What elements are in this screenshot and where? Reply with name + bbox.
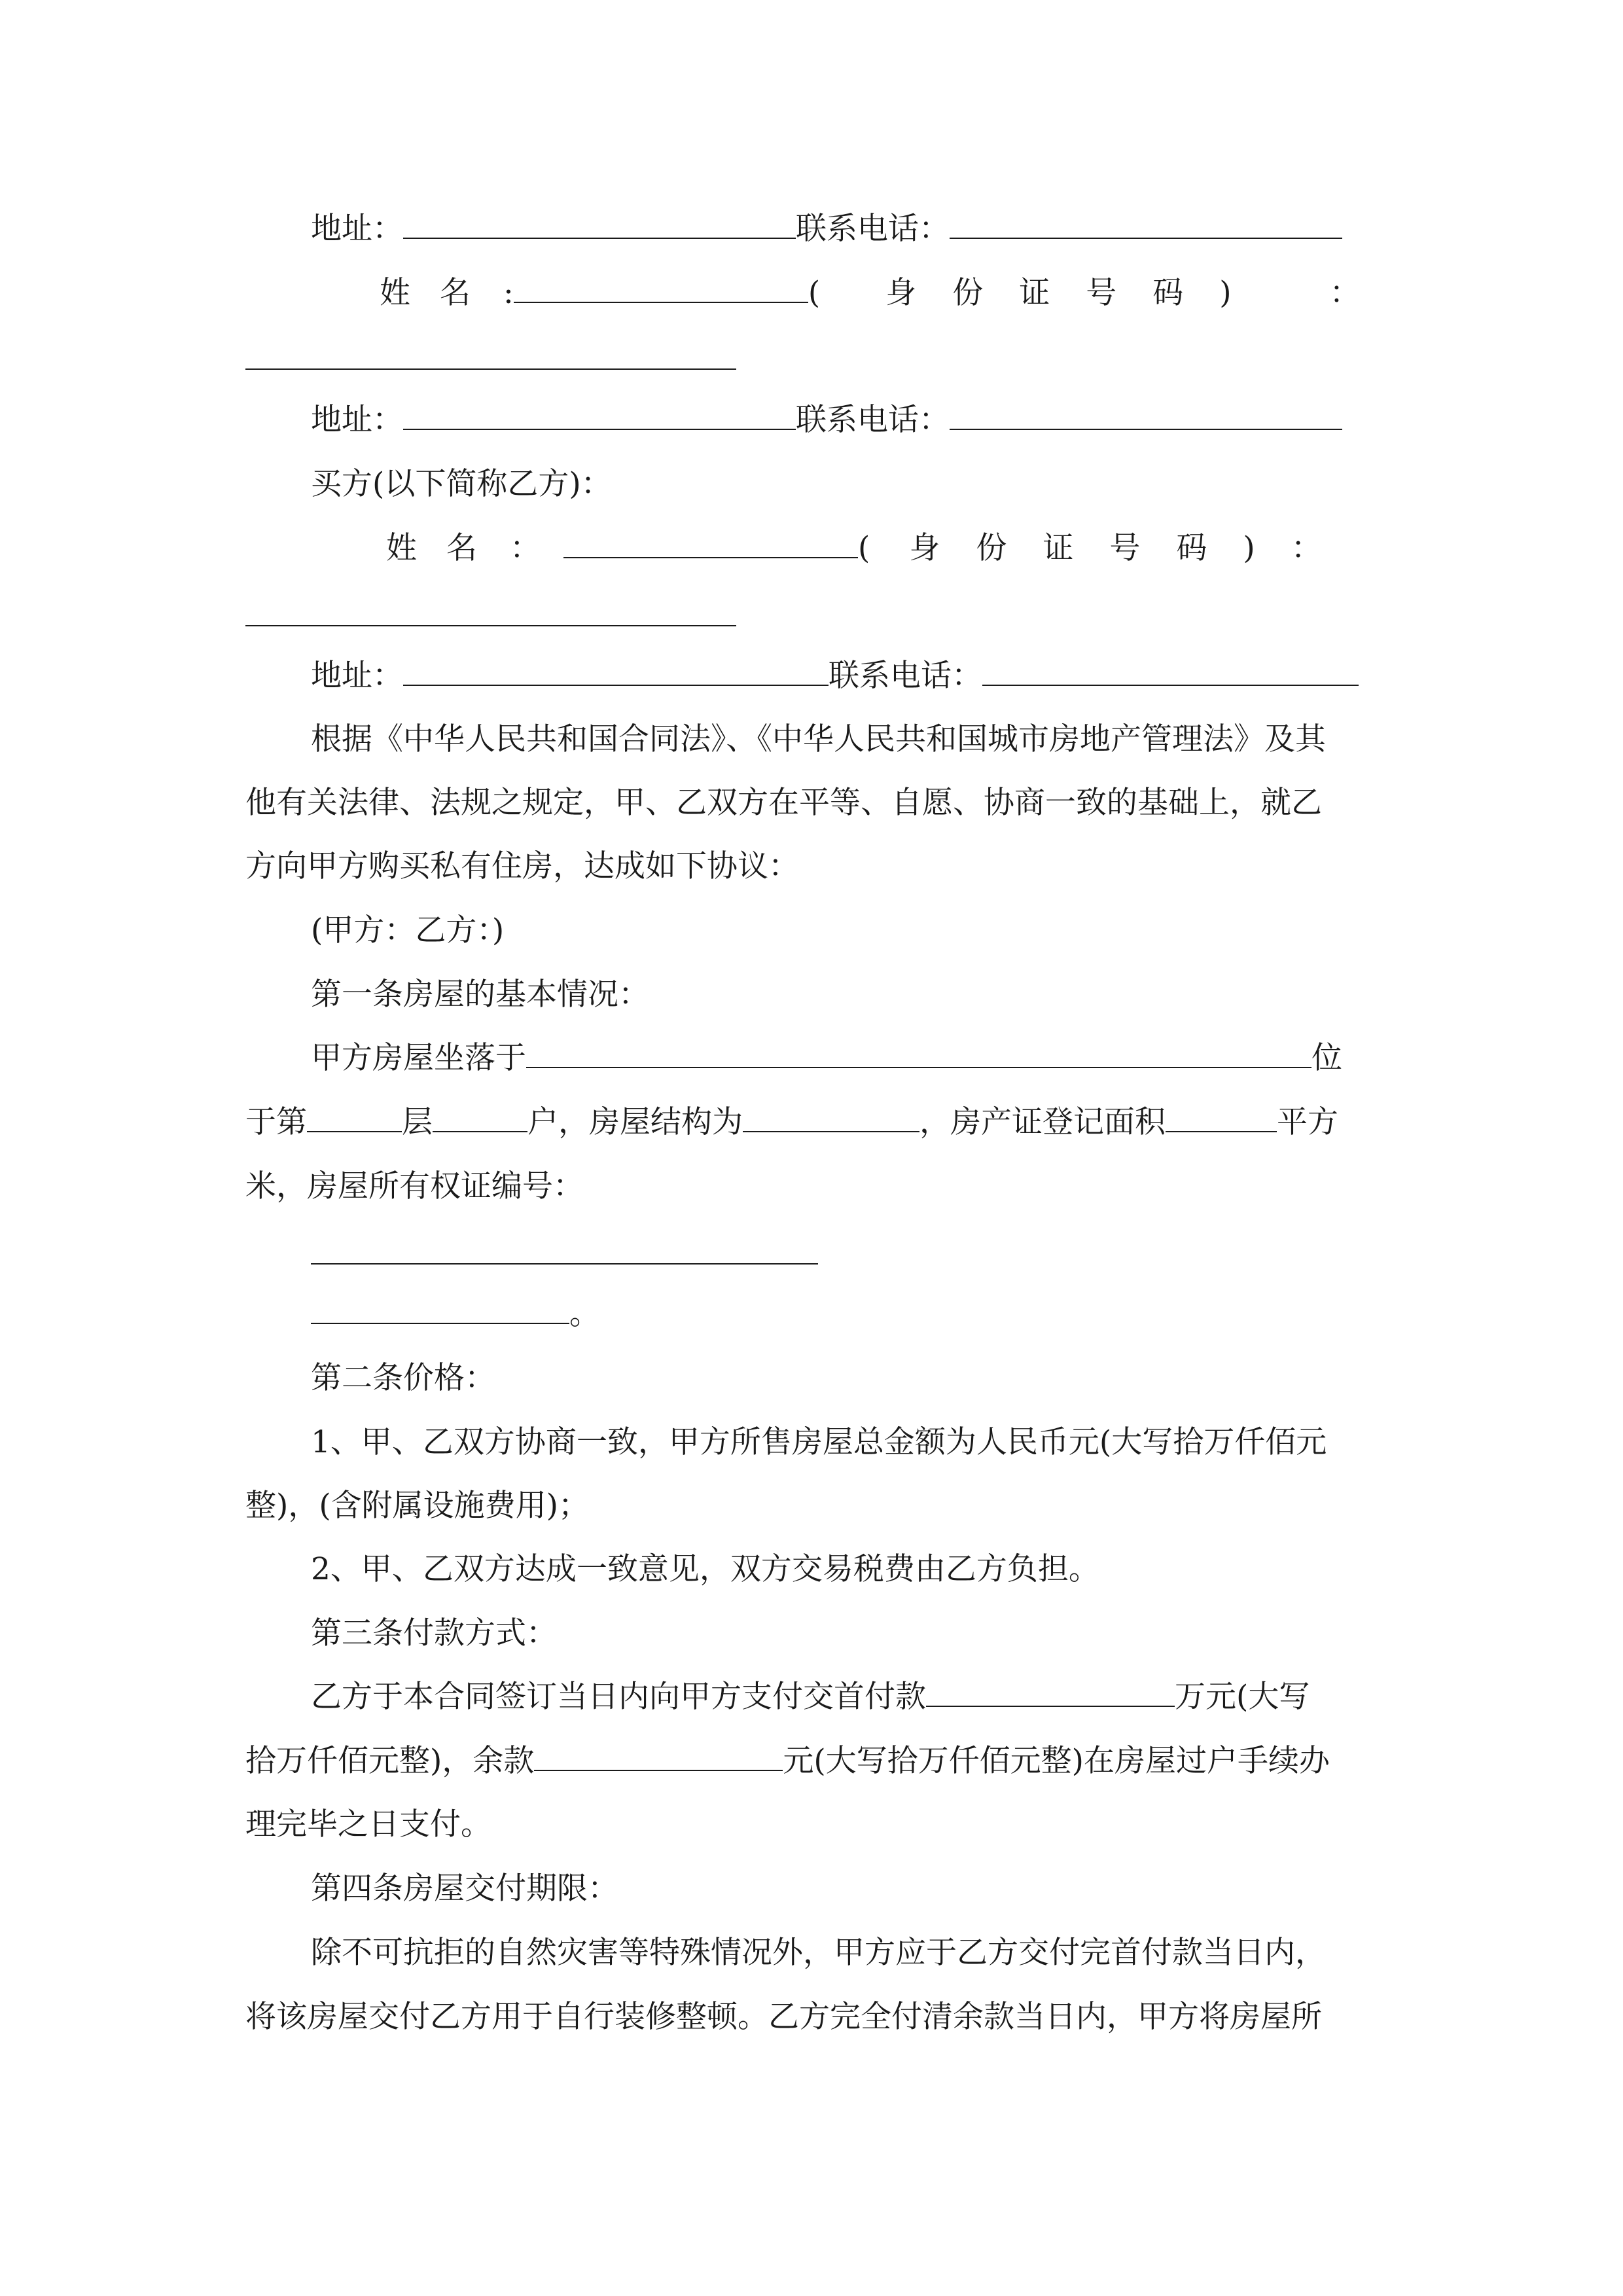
seller-name-blank[interactable] bbox=[514, 276, 808, 303]
seller-id-close: ) bbox=[1219, 275, 1232, 311]
seller-name-row bbox=[380, 274, 1361, 313]
area-blank[interactable] bbox=[1166, 1105, 1277, 1132]
seller-name-label-1: 姓 bbox=[380, 275, 410, 311]
article1-floor-suffix: 层 bbox=[402, 1104, 433, 1140]
buyer-name-label-2: 名 bbox=[446, 530, 477, 566]
buyer-address-label: 地址： bbox=[311, 658, 403, 694]
article1-structure-label: 户，房屋结构为 bbox=[527, 1104, 743, 1140]
seller-phone-blank[interactable] bbox=[950, 211, 1342, 239]
seller-address-row bbox=[311, 209, 1342, 249]
down-payment-unit: 万元(大写 bbox=[1175, 1679, 1310, 1715]
buyer-name-colon: ： bbox=[510, 530, 541, 566]
cert-number-blank-1[interactable] bbox=[311, 1263, 818, 1265]
article2-item1-line1: 1、甲、乙双方协商一致，甲方所售房屋总金额为人民币元(大写拾万仟佰元 bbox=[311, 1424, 1327, 1460]
down-payment-label: 乙方于本合同签订当日内向甲方支付交首付款 bbox=[311, 1679, 926, 1715]
seller-id-colon: ： bbox=[1329, 275, 1361, 311]
seller-id-open: ( bbox=[808, 275, 821, 311]
article4-title: 第四条房屋交付期限： bbox=[311, 1871, 618, 1907]
buyer-id-colon: ： bbox=[1291, 530, 1322, 566]
seller-id-char-2: 份 bbox=[952, 275, 984, 311]
buyer-id-char-5: 码 bbox=[1176, 530, 1207, 566]
seller-phone2-blank[interactable] bbox=[950, 403, 1342, 430]
article2-title: 第二条价格： bbox=[311, 1360, 495, 1396]
floor-blank[interactable] bbox=[307, 1105, 402, 1132]
buyer-name-blank[interactable] bbox=[563, 531, 858, 558]
article2-item1-line2: 整)，(含附属设施费用)； bbox=[245, 1488, 590, 1524]
article1-floor-label: 于第 bbox=[245, 1104, 307, 1140]
balance-blank[interactable] bbox=[534, 1744, 783, 1771]
article1-location-blank[interactable] bbox=[526, 1041, 1311, 1068]
seller-address-blank[interactable] bbox=[403, 211, 796, 239]
buyer-phone-blank[interactable] bbox=[982, 658, 1359, 686]
article3-line1 bbox=[311, 1677, 1310, 1717]
article1-location-label: 甲方房屋坐落于 bbox=[311, 1040, 526, 1076]
cert-number-blank-2[interactable] bbox=[311, 1297, 569, 1324]
article3-line2 bbox=[245, 1742, 1330, 1781]
article1-location-end: 位 bbox=[1311, 1040, 1342, 1076]
article3-title: 第三条付款方式： bbox=[311, 1615, 557, 1651]
parties-note: (甲方：乙方：) bbox=[311, 912, 505, 948]
buyer-id-blank[interactable] bbox=[245, 625, 736, 626]
article1-cert: 米，房屋所有权证编号： bbox=[245, 1168, 584, 1204]
preamble-line-2: 他有关法律、法规之规定，甲、乙双方在平等、自愿、协商一致的基础上，就乙 bbox=[245, 785, 1322, 821]
seller-phone-label: 联系电话： bbox=[796, 211, 950, 247]
buyer-id-close: ) bbox=[1243, 530, 1255, 566]
seller-name-label-2: 名 bbox=[440, 275, 471, 311]
seller-id-blank[interactable] bbox=[245, 368, 736, 370]
article4-line2: 将该房屋交付乙方用于自行装修整顿。乙方完全付清余款当日内，甲方将房屋所 bbox=[245, 1999, 1322, 2035]
article1-area-label: ，房产证登记面积 bbox=[919, 1104, 1166, 1140]
buyer-name-label-1: 姓 bbox=[386, 530, 417, 566]
seller-address-label: 地址： bbox=[311, 211, 403, 247]
cert-number-row-2 bbox=[311, 1295, 600, 1334]
seller-address2-blank[interactable] bbox=[403, 403, 796, 430]
seller-address2-label: 地址： bbox=[311, 402, 403, 438]
buyer-phone-label: 联系电话： bbox=[829, 658, 982, 694]
seller-name-colon: : bbox=[503, 275, 514, 311]
buyer-id-char-1: 身 bbox=[909, 530, 940, 566]
buyer-id-char-3: 证 bbox=[1043, 530, 1074, 566]
article2-item2: 2、甲、乙双方达成一致意见，双方交易税费由乙方负担。 bbox=[311, 1551, 1099, 1587]
buyer-id-char-4: 号 bbox=[1109, 530, 1141, 566]
seller-phone2-label: 联系电话： bbox=[796, 402, 950, 438]
buyer-id-open: ( bbox=[858, 530, 870, 566]
preamble-line-3: 方向甲方购买私有住房，达成如下协议： bbox=[245, 848, 799, 884]
article1-title: 第一条房屋的基本情况： bbox=[311, 977, 649, 1013]
seller-address2-row bbox=[311, 401, 1342, 440]
structure-blank[interactable] bbox=[743, 1105, 919, 1132]
balance-unit: 元(大写拾万仟佰元整)在房屋过户手续办 bbox=[783, 1743, 1330, 1779]
unit-blank[interactable] bbox=[433, 1105, 527, 1132]
balance-label: 拾万仟佰元整)，余款 bbox=[245, 1743, 535, 1779]
buyer-heading: 买方(以下简称乙方)： bbox=[311, 466, 612, 502]
article4-line1: 除不可抗拒的自然灾害等特殊情况外，甲方应于乙方交付完首付款当日内， bbox=[311, 1935, 1326, 1971]
buyer-address-row bbox=[311, 656, 1359, 696]
seller-id-char-1: 身 bbox=[885, 275, 917, 311]
buyer-address-blank[interactable] bbox=[403, 658, 829, 686]
article1-period: 。 bbox=[569, 1296, 600, 1332]
preamble-line-1: 根据《中华人民共和国合同法》、《中华人民共和国城市房地产管理法》及其 bbox=[311, 721, 1326, 757]
down-payment-blank[interactable] bbox=[926, 1679, 1175, 1707]
buyer-name-row bbox=[386, 529, 1322, 568]
seller-id-char-4: 号 bbox=[1086, 275, 1117, 311]
article1-area-unit: 平方 bbox=[1277, 1104, 1338, 1140]
article1-location-row bbox=[311, 1039, 1342, 1078]
seller-id-char-3: 证 bbox=[1019, 275, 1050, 311]
buyer-id-char-2: 份 bbox=[976, 530, 1007, 566]
seller-id-char-5: 码 bbox=[1152, 275, 1184, 311]
article3-line3: 理完毕之日支付。 bbox=[245, 1806, 491, 1842]
article1-floor-row bbox=[245, 1103, 1338, 1142]
